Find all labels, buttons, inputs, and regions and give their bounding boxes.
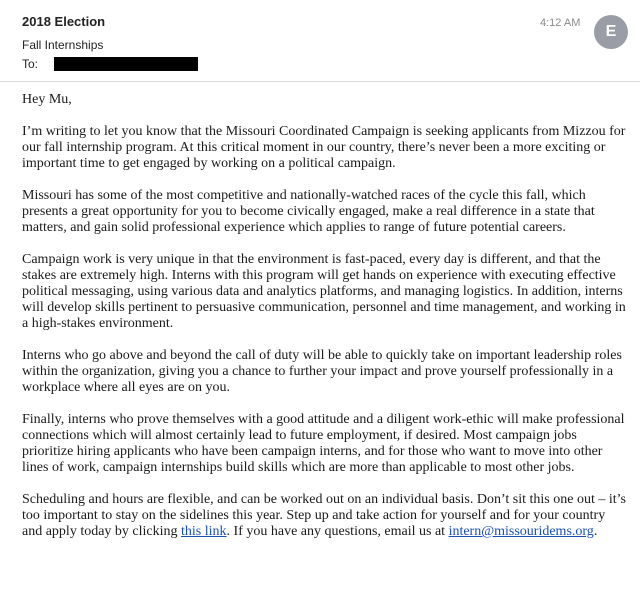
paragraph-3: Campaign work is very unique in that the environment is fast-paced, every day is different, and that the stakes are extremely high. Interns with this program will get hands on experience with executing effective political messaging, using various data and analytics platforms, and managing logistics. In addition, interns will develop skills pertinent to persuasive communication, personnel and time management, and working in a high-stakes environment. [22,252,626,331]
email-subject: Fall Internships [22,38,104,52]
p6-text-mid: . If you have any questions, email us at [226,524,449,539]
email-link[interactable]: intern@missouridems.org [448,524,594,539]
to-label: To: [22,57,39,71]
timestamp: 4:12 AM [540,17,581,29]
email-header [0,0,640,82]
header-divider [0,81,640,82]
sender-name: 2018 Election [22,14,106,29]
greeting: Hey Mu, [22,92,72,107]
paragraph-5: Finally, interns who prove themselves with a good attitude and a diligent work-ethic will make professional connections which will almost certainly lead to future employment, if desired. Most campaign jobs prioritize hiring applicants who have been campaign interns, and for those who want to move into other lines of work, campaign internships build skills which are more than applicable to most other jobs. [22,412,625,475]
paragraph-2: Missouri has some of the most competitive and nationally-watched races of the cycle this fall, which presents a great opportunity for you to become civically engaged, make a real difference in a state that matters, and gain solid professional experience which applies to range of future potential careers. [22,188,595,235]
avatar[interactable]: E [594,15,628,49]
email-body [22,92,628,556]
paragraph-6 [22,492,628,540]
redacted-recipient [54,57,198,71]
recipient-row [22,57,198,71]
apply-link[interactable]: this link [181,524,227,539]
p6-text-end: . [593,524,598,539]
paragraph-1: I’m writing to let you know that the Missouri Coordinated Campaign is seeking applicants from Mizzou for our fall internship program. At this critical moment in our country, there’s never been a more exciting or important time to get engaged by working on a political campaign. [22,124,626,171]
paragraph-4: Interns who go above and beyond the call of duty will be able to quickly take on important leadership roles within the organization, giving you a chance to further your impact and prove yourself professionally in a workplace where all eyes are on you. [22,348,622,395]
p6-text-start: Scheduling and hours are flexible, and can be worked out on an individual basis. Don’t sit this one out – it’s too important to stay on the sidelines this year. Step up and take action for yourself and for your country and apply today by clicking [22,492,626,539]
